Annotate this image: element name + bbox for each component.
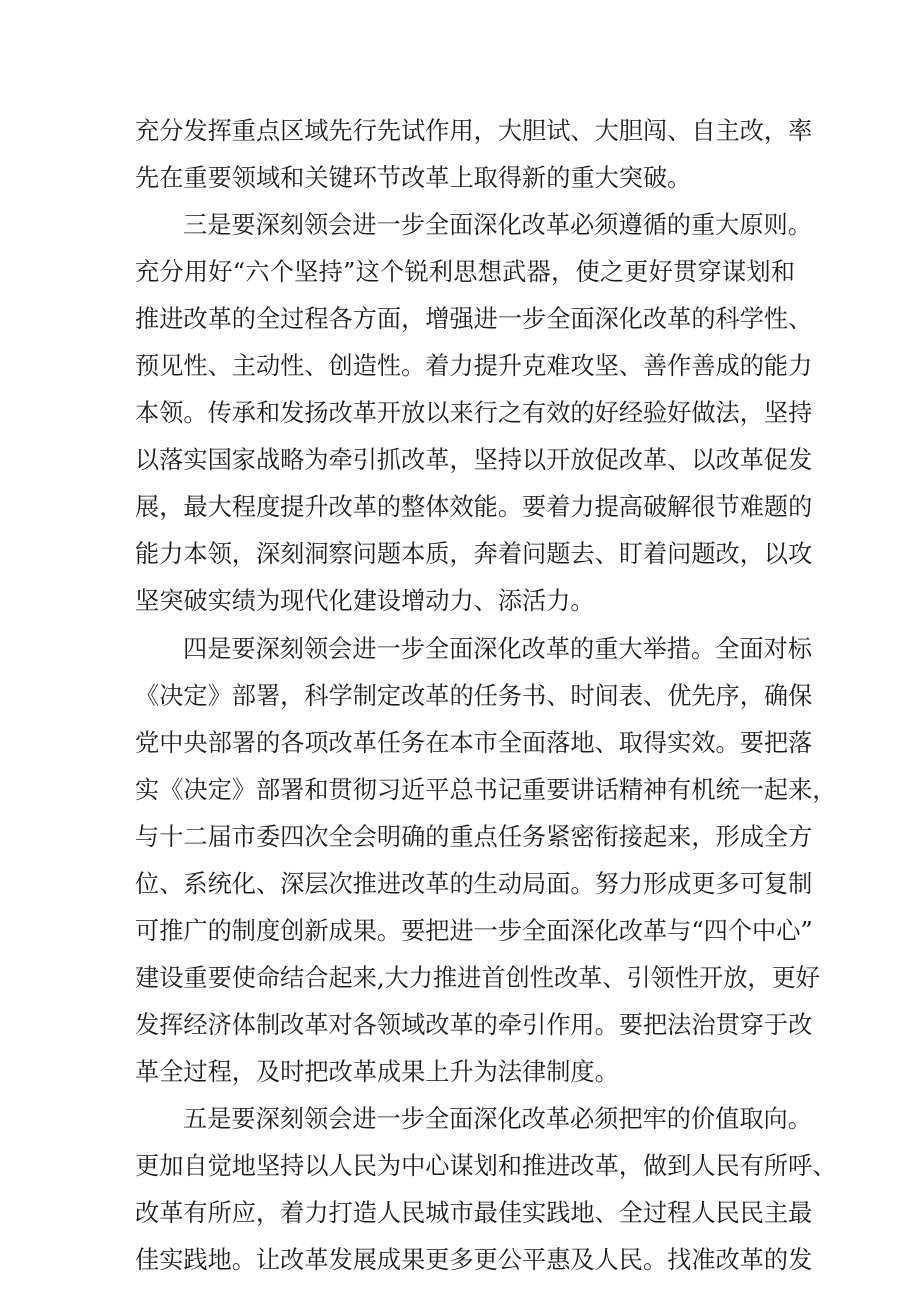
text-line: 五是要深刻领会进一步全面深化改革必须把牢的价值取向。: [183, 1104, 812, 1133]
text-line: 充分用好“六个坚持”这个锐利思想武器，使之更好贯穿谋划和: [135, 258, 795, 287]
text-line: 充分发挥重点区域先行先试作用，大胆试、大胆闯、自主改，率: [135, 117, 813, 145]
text-line: 更加自觉地坚持以人民为中心谋划和推进改革，做到人民有所呼、: [135, 1152, 837, 1181]
text-line: 改革有所应，着力打造人民城市最佳实践地、全过程人民民主最: [135, 1199, 813, 1228]
document-body: [135, 108, 837, 1284]
text-line: 坚突破实绩为现代化建设增动力、添活力。: [135, 587, 595, 616]
text-line: 佳实践地。让改革发展成果更多更公平惠及人民。找准改革的发: [135, 1246, 813, 1275]
text-line: 展，最大程度提升改革的整体效能。要着力提高破解很节难题的: [135, 493, 813, 522]
text-line: 本领。传承和发扬改革开放以来行之有效的好经验好做法，坚持: [135, 399, 813, 428]
text-line: 党中央部署的各项改革任务在本市全面落地、取得实效。要把落: [135, 728, 813, 757]
text-line: 《决定》部署，科学制定改革的任务书、时间表、优先序，确保: [135, 681, 813, 710]
paragraph: [135, 108, 813, 202]
text-line: 革全过程，及时把改革成果上升为法律制度。: [135, 1057, 619, 1086]
text-line: 三是要深刻领会进一步全面深化改革必须遵循的重大原则。: [183, 211, 812, 240]
paragraph: [135, 202, 813, 625]
text-line: 发挥经济体制改革对各领域改革的牵引作用。要把法治贯穿于改: [135, 1010, 813, 1039]
text-line: 能力本领，深刻洞察问题本质，奔着问题去、盯着问题改，以攻: [135, 540, 813, 569]
paragraph: [135, 1096, 837, 1284]
paragraph: [135, 626, 837, 1096]
text-line: 实《决定》部署和贯彻习近平总书记重要讲话精神有机统一起来，: [135, 775, 837, 804]
text-line: 预见性、主动性、创造性。着力提升克难攻坚、善作善成的能力: [135, 352, 813, 381]
text-line: 四是要深刻领会进一步全面深化改革的重大举措。全面对标: [183, 634, 812, 663]
text-line: 位、系统化、深层次推进改革的生动局面。努力形成更多可复制: [135, 869, 813, 898]
text-line: 可推广的制度创新成果。要把进一步全面深化改革与“四个中心”: [135, 916, 813, 945]
text-line: 与十二届市委四次全会明确的重点任务紧密衔接起来，形成全方: [135, 822, 813, 851]
text-line: 以落实国家战略为牵引抓改革，坚持以开放促改革、以改革促发: [135, 446, 813, 475]
text-line: 推进改革的全过程各方面，增强进一步全面深化改革的科学性、: [135, 305, 813, 334]
text-line: 先在重要领域和关键环节改革上取得新的重大突破。: [135, 164, 692, 193]
text-line: 建设重要使命结合起来,大力推进首创性改革、引领性开放，更好: [135, 963, 820, 992]
